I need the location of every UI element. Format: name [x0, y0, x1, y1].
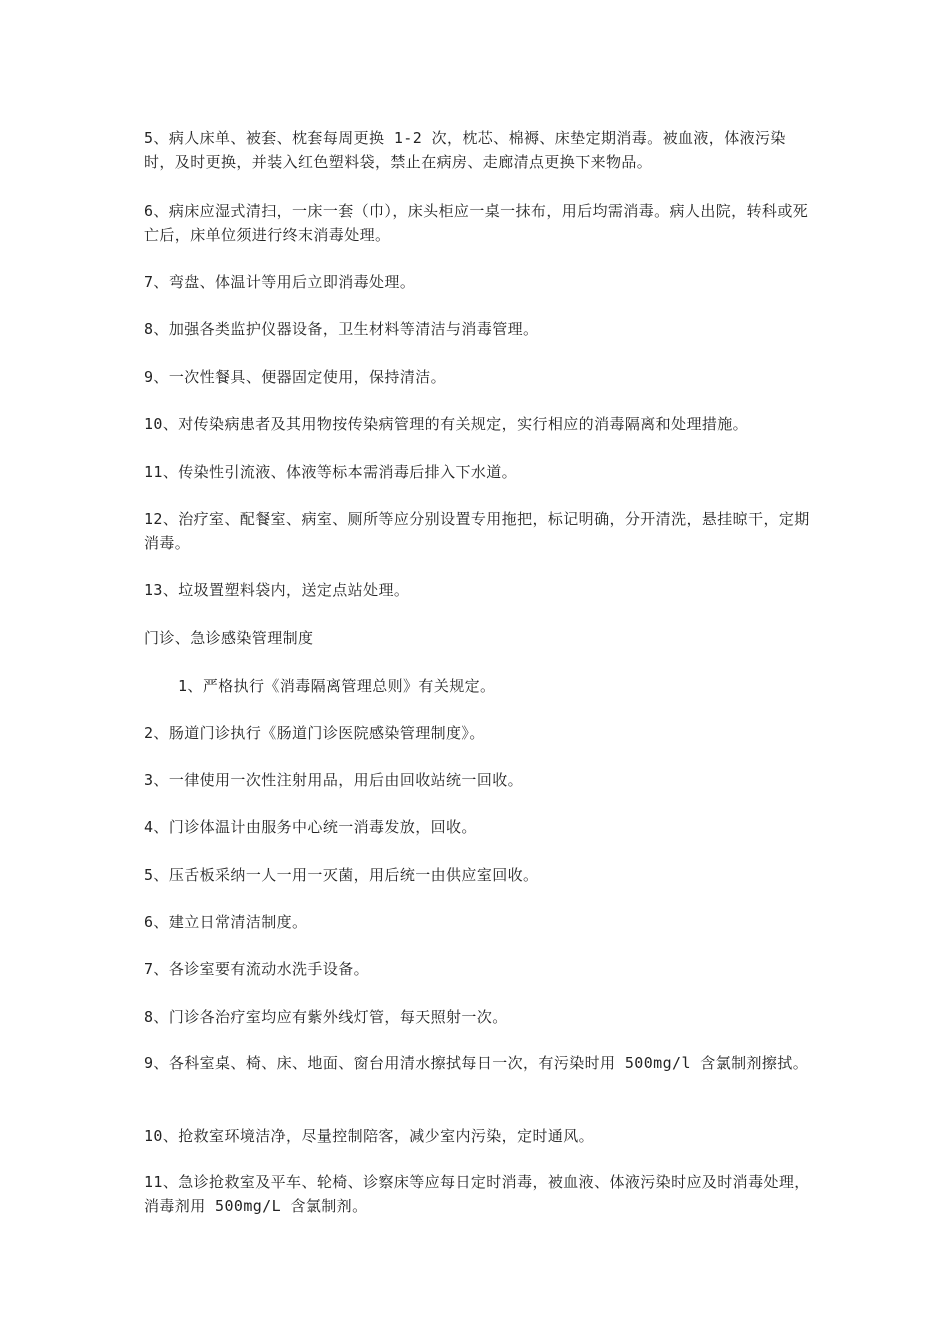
paragraph-item-1-rules: 1、严格执行《消毒隔离管理总则》有关规定。	[178, 677, 496, 695]
paragraph-item-11-drainage: 11、传染性引流液、体液等标本需消毒后排入下水道。	[144, 463, 518, 481]
paragraph-item-11-disinfection: 11、急诊抢救室及平车、轮椅、诊察床等应每日定时消毒，被血液、体液污染时应及时消毒处理，消毒剂用 500mg/L 含氯制剂。	[144, 1173, 810, 1215]
paragraph-item-7-thermometer: 7、弯盘、体温计等用后立即消毒处理。	[144, 273, 416, 291]
section-heading: 门诊、急诊感染管理制度	[144, 629, 314, 647]
paragraph-item-12-mops: 12、治疗室、配餐室、病室、厕所等应分别设置专用拖把，标记明确，分开清洗，悬挂晾干，定期消毒。	[144, 510, 810, 552]
paragraph-item-8-uv-lamp: 8、门诊各治疗室均应有紫外线灯管，每天照射一次。	[144, 1008, 508, 1026]
paragraph-item-10-rescue-room: 10、抢救室环境洁净，尽量控制陪客，减少室内污染，定时通风。	[144, 1127, 595, 1145]
paragraph-item-5-bedding: 5、病人床单、被套、枕套每周更换 1-2 次，枕芯、棉褥、床垫定期消毒。被血液，体液污染时，及时更换，并装入红色塑料袋，禁止在病房、走廊清点更换下来物品。	[144, 129, 786, 171]
paragraph-item-8-monitoring: 8、加强各类监护仪器设备，卫生材料等清洁与消毒管理。	[144, 320, 539, 338]
paragraph-item-10-infectious: 10、对传染病患者及其用物按传染病管理的有关规定，实行相应的消毒隔离和处理措施。	[144, 415, 749, 433]
paragraph-item-6-cleaning: 6、建立日常清洁制度。	[144, 913, 308, 931]
paragraph-item-13-garbage: 13、垃圾置塑料袋内，送定点站处理。	[144, 581, 410, 599]
paragraph-item-9-wiping: 9、各科室桌、椅、床、地面、窗台用清水擦拭每日一次，有污染时用 500mg/l 含氯制剂擦拭。	[144, 1054, 809, 1072]
paragraph-item-4-thermometer: 4、门诊体温计由服务中心统一消毒发放，回收。	[144, 818, 477, 836]
paragraph-item-5-tongue-depressor: 5、压舌板采纳一人一用一灭菌，用后统一由供应室回收。	[144, 866, 539, 884]
paragraph-item-2-intestinal: 2、肠道门诊执行《肠道门诊医院感染管理制度》。	[144, 724, 485, 742]
paragraph-item-3-disposable: 3、一律使用一次性注射用品，用后由回收站统一回收。	[144, 771, 524, 789]
paragraph-item-7-handwashing: 7、各诊室要有流动水洗手设备。	[144, 960, 370, 978]
paragraph-item-9-tableware: 9、一次性餐具、便器固定使用，保持清洁。	[144, 368, 447, 386]
paragraph-item-6-bed-cleaning: 6、病床应湿式清扫，一床一套（巾），床头柜应一桌一抹布，用后均需消毒。病人出院，转科或死亡后，床单位须进行终末消毒处理。	[144, 202, 809, 244]
